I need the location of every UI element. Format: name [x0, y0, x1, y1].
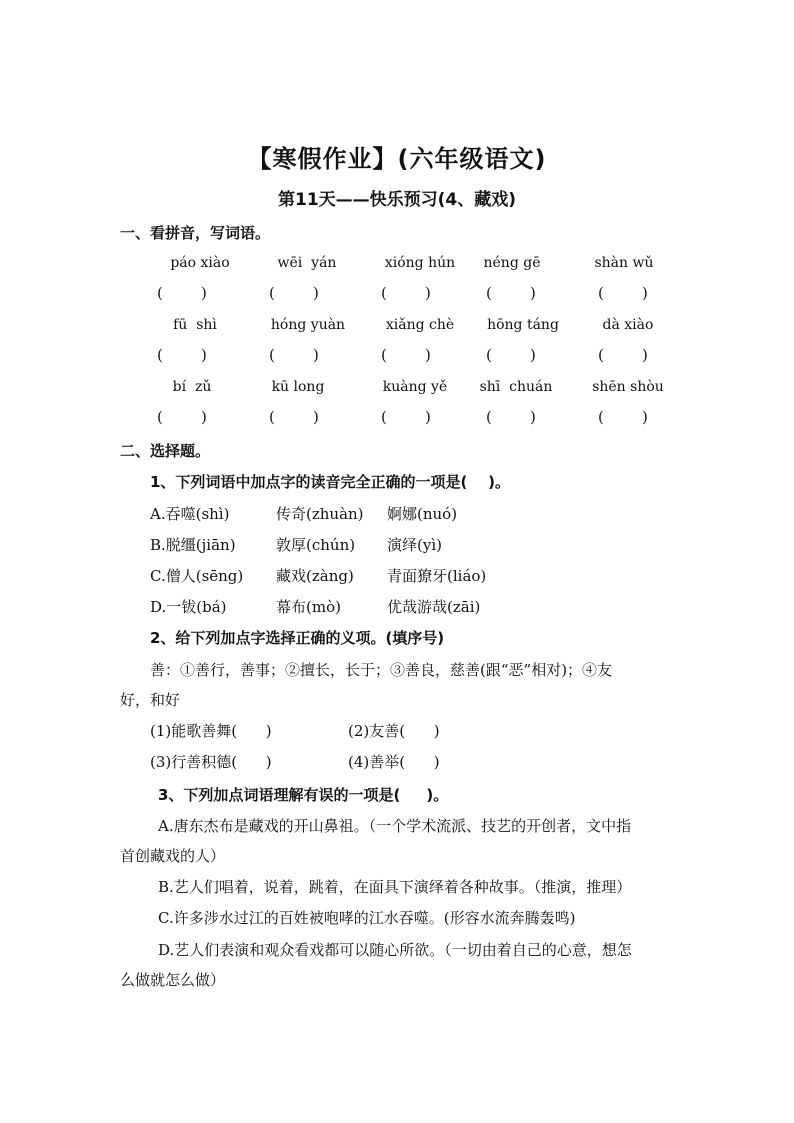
q1-option-d-word2: 幕布(mò): [276, 598, 341, 616]
answer-blank[interactable]: ( ): [381, 346, 431, 364]
answer-blank[interactable]: ( ): [157, 408, 207, 426]
question-2-stem: 2、给下列加点字选择正确的义项。(填序号): [150, 629, 445, 647]
q1-option-b[interactable]: B.脱缰(jiān): [150, 536, 236, 554]
question-3-stem: 3、下列加点词语理解有误的一项是( )。: [158, 786, 449, 804]
q3-option-d-cont: 么做就怎么做）: [120, 971, 226, 989]
pinyin: shēn shòu: [592, 379, 664, 395]
pinyin: xiǎng chè: [385, 317, 455, 333]
answer-blank[interactable]: ( ): [157, 284, 207, 302]
pinyin: néng gē: [483, 255, 541, 271]
q2-item-3[interactable]: (3)行善积德( ): [150, 753, 272, 771]
q2-definitions: 善：①善行，善事；②擅长，长于；③善良，慈善(跟“恶”相对)；④友: [150, 661, 613, 679]
pinyin: hóng yuàn: [270, 317, 346, 333]
pinyin: hōng táng: [487, 317, 559, 333]
blank-row-1: [0, 284, 794, 306]
pinyin: bí zǔ: [172, 379, 212, 395]
q2-definitions-cont: 好，和好: [120, 691, 181, 709]
q1-option-a-word3: 婀娜(nuó): [387, 505, 458, 523]
q2-item-4[interactable]: (4)善举( ): [348, 753, 440, 771]
q3-option-c[interactable]: C.许多涉水过江的百姓被咆哮的江水吞噬。(形容水流奔腾轰鸣): [158, 909, 576, 927]
q3-option-d[interactable]: D.艺人们表演和观众看戏都可以随心所欲。（一切由着自己的心意，想怎: [158, 941, 632, 959]
pinyin-row-2: [0, 317, 794, 339]
answer-blank[interactable]: ( ): [269, 346, 319, 364]
q3-option-a[interactable]: A.唐东杰布是藏戏的开山鼻祖。（一个学术流派、技艺的开创者，文中指: [158, 817, 632, 835]
answer-blank[interactable]: ( ): [486, 408, 536, 426]
pinyin: páo xiào: [170, 255, 230, 271]
q1-option-b-word2: 敦厚(chún): [276, 536, 356, 554]
answer-blank[interactable]: ( ): [598, 408, 648, 426]
section1-heading: 一、看拼音，写词语。: [120, 224, 271, 242]
blank-row-3: [0, 408, 794, 430]
q1-option-d[interactable]: D.一钹(bá): [150, 598, 227, 616]
answer-blank[interactable]: ( ): [486, 284, 536, 302]
q3-option-a-cont: 首创藏戏的人）: [120, 847, 226, 865]
pinyin: fū shì: [173, 317, 217, 333]
answer-blank[interactable]: ( ): [598, 284, 648, 302]
page-subtitle: 第11天——快乐预习(4、藏戏): [277, 190, 517, 210]
answer-blank[interactable]: ( ): [486, 346, 536, 364]
q1-option-b-word3: 演绎(yì): [387, 536, 442, 554]
question-1-stem: 1、下列词语中加点字的读音完全正确的一项是( )。: [150, 473, 511, 491]
q2-item-2[interactable]: (2)友善( ): [348, 722, 440, 740]
pinyin: shàn wǔ: [594, 255, 654, 271]
answer-blank[interactable]: ( ): [157, 346, 207, 364]
q1-option-d-word3: 优哉游哉(zāi): [387, 598, 481, 616]
section2-heading: 二、选择题。: [120, 442, 211, 460]
page-title: 【寒假作业】(六年级语文): [247, 145, 547, 173]
q2-item-1[interactable]: (1)能歌善舞( ): [150, 722, 272, 740]
q1-option-c-word2: 藏戏(zàng): [276, 567, 354, 585]
answer-blank[interactable]: ( ): [381, 408, 431, 426]
q1-option-c[interactable]: C.僧人(sēng): [150, 567, 244, 585]
pinyin: shī chuán: [479, 379, 553, 395]
q1-option-a-word2: 传奇(zhuàn): [276, 505, 364, 523]
pinyin: xióng hún: [384, 255, 456, 271]
pinyin-row-3: [0, 379, 794, 401]
blank-row-2: [0, 346, 794, 368]
answer-blank[interactable]: ( ): [269, 408, 319, 426]
q3-option-b[interactable]: B.艺人们唱着，说着，跳着，在面具下演绎着各种故事。（推演，推理）: [158, 878, 632, 896]
pinyin: dà xiào: [602, 317, 654, 333]
pinyin: kuàng yě: [382, 379, 448, 395]
pinyin: wēi yán: [277, 255, 337, 271]
answer-blank[interactable]: ( ): [598, 346, 648, 364]
q1-option-c-word3: 青面獠牙(liáo): [387, 567, 487, 585]
pinyin-row-1: [0, 255, 794, 277]
q1-option-a[interactable]: A.吞噬(shì): [150, 505, 230, 523]
answer-blank[interactable]: ( ): [381, 284, 431, 302]
answer-blank[interactable]: ( ): [269, 284, 319, 302]
pinyin: kū long: [271, 379, 325, 395]
